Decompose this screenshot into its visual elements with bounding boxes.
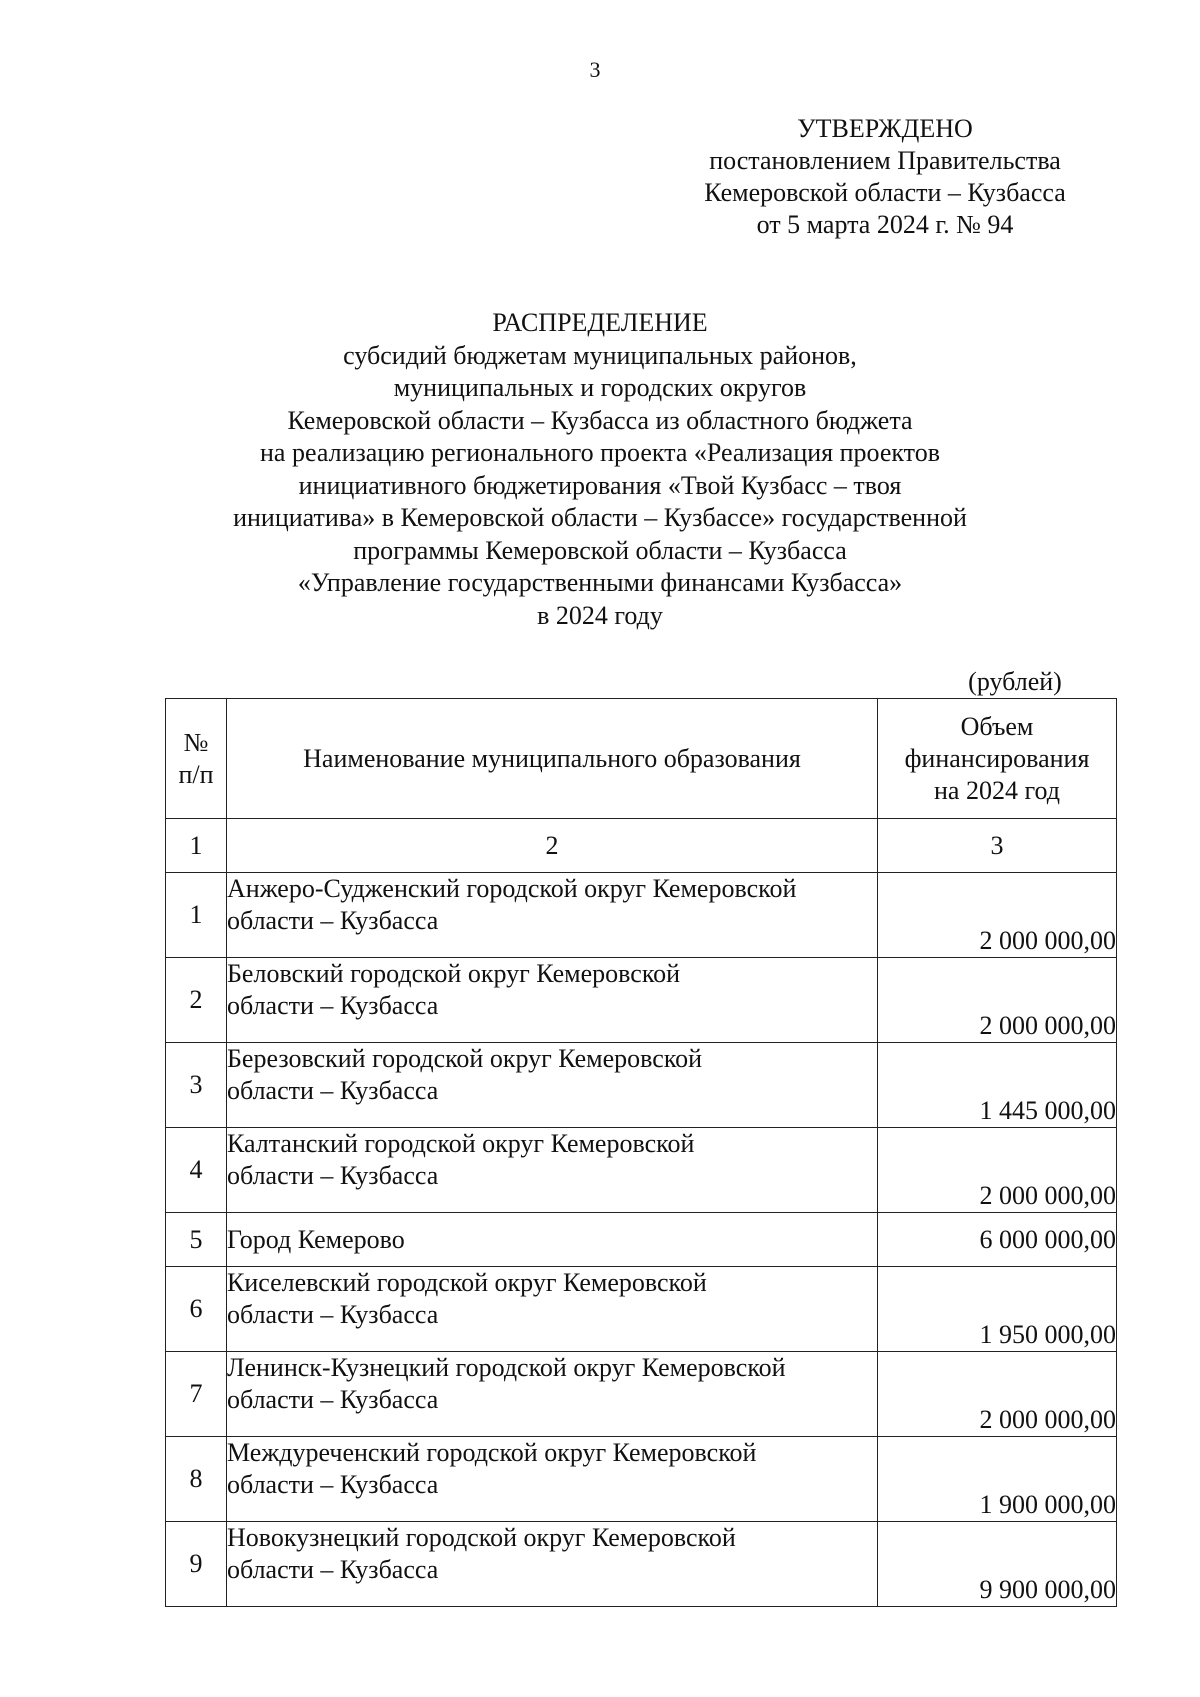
table-row <box>166 1128 1117 1213</box>
row-number: 3 <box>166 1043 227 1128</box>
table-row <box>166 1043 1117 1128</box>
row-number: 5 <box>166 1213 227 1267</box>
table-row <box>166 1437 1117 1522</box>
funding-amount: 9 900 000,00 <box>878 1522 1117 1607</box>
title-line: Кемеровской области – Кузбасса из областного бюджета <box>287 405 913 435</box>
funding-amount: 2 000 000,00 <box>878 1128 1117 1213</box>
approval-block <box>660 113 1110 241</box>
distribution-table <box>165 698 1117 1607</box>
approval-line: постановлением Правительства <box>709 146 1061 175</box>
title-line: на реализацию регионального проекта «Реализация проектов <box>260 438 940 467</box>
title-line: инициатива» в Кемеровской области – Кузбассе» государственной <box>233 503 967 532</box>
municipality-name: Город Кемерово <box>227 1213 878 1267</box>
title-line: в 2024 году <box>537 600 663 630</box>
title-line: «Управление государственными финансами Кузбасса» <box>297 568 903 597</box>
row-number: 4 <box>166 1128 227 1213</box>
funding-amount: 1 950 000,00 <box>878 1267 1117 1352</box>
table-row <box>166 1352 1117 1437</box>
column-number: 3 <box>878 819 1117 873</box>
title-line: инициативного бюджетирования «Твой Кузбасс – твоя <box>298 470 902 500</box>
funding-amount: 6 000 000,00 <box>878 1213 1117 1267</box>
table-row <box>166 958 1117 1043</box>
funding-amount: 2 000 000,00 <box>878 873 1117 958</box>
municipality-name: Ленинск-Кузнецкий городской округ Кемеровской области – Кузбасса <box>227 1352 878 1437</box>
municipality-name: Березовский городской округ Кемеровской области – Кузбасса <box>227 1043 878 1128</box>
municipality-name: Анжеро-Судженский городской округ Кемеровской области – Кузбасса <box>227 873 878 958</box>
row-number: 6 <box>166 1267 227 1352</box>
title-line: субсидий бюджетам муниципальных районов, <box>343 340 857 370</box>
header-amount: Объем финансирования на 2024 год <box>878 699 1117 819</box>
title-line: РАСПРЕДЕЛЕНИЕ <box>492 308 708 337</box>
table-row <box>166 873 1117 958</box>
column-number: 2 <box>227 819 878 873</box>
title-line: муниципальных и городских округов <box>393 373 807 402</box>
table-row <box>166 1213 1117 1267</box>
funding-amount: 1 445 000,00 <box>878 1043 1117 1128</box>
header-name: Наименование муниципального образования <box>227 699 878 819</box>
municipality-name: Киселевский городской округ Кемеровской области – Кузбасса <box>227 1267 878 1352</box>
municipality-name: Новокузнецкий городской округ Кемеровской области – Кузбасса <box>227 1522 878 1607</box>
approval-line: Кемеровской области – Кузбасса <box>704 178 1066 207</box>
approval-line: УТВЕРЖДЕНО <box>797 114 973 143</box>
table-header-row <box>166 699 1117 819</box>
table-row <box>166 1522 1117 1607</box>
funding-amount: 1 900 000,00 <box>878 1437 1117 1522</box>
document-title <box>150 307 1050 632</box>
row-number: 8 <box>166 1437 227 1522</box>
title-line: программы Кемеровской области – Кузбасса <box>353 535 847 565</box>
column-number-row <box>166 819 1117 873</box>
approval-line: от 5 марта 2024 г. № 94 <box>756 210 1014 239</box>
municipality-name: Междуреченский городской округ Кемеровской области – Кузбасса <box>227 1437 878 1522</box>
row-number: 7 <box>166 1352 227 1437</box>
funding-amount: 2 000 000,00 <box>878 958 1117 1043</box>
row-number: 1 <box>166 873 227 958</box>
row-number: 9 <box>166 1522 227 1607</box>
column-number: 1 <box>166 819 227 873</box>
header-number: № п/п <box>166 699 227 819</box>
table-row <box>166 1267 1117 1352</box>
municipality-name: Калтанский городской округ Кемеровской области – Кузбасса <box>227 1128 878 1213</box>
row-number: 2 <box>166 958 227 1043</box>
municipality-name: Беловский городской округ Кемеровской области – Кузбасса <box>227 958 878 1043</box>
funding-amount: 2 000 000,00 <box>878 1352 1117 1437</box>
page-number: 3 <box>589 57 601 82</box>
units-label: (рублей) <box>968 667 1062 696</box>
